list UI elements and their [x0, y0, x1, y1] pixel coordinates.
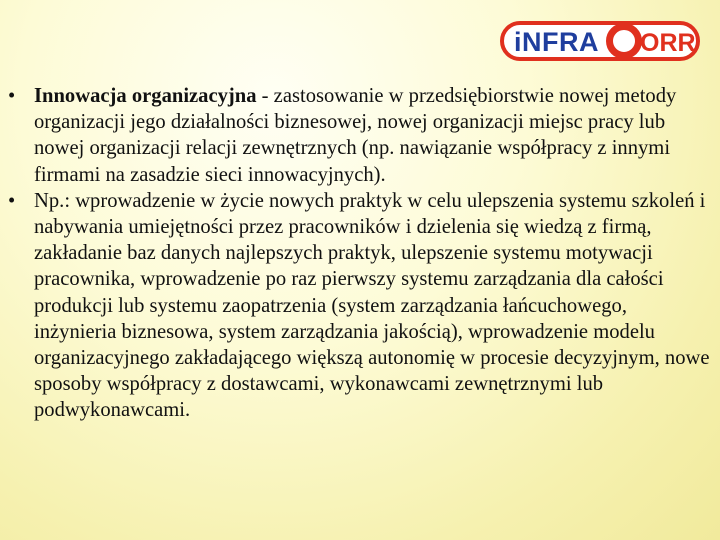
- bullet-marker: •: [8, 189, 16, 212]
- bullet-text: - zastosowanie w przedsiębiorstwie nowej metody organizacji jego działalności biznesowej, nowej organizacji miejsc pracy lub nowej organizacji relacji zewnętrznych (np. nawiązanie współpracy z innymi firmami na zasadzie sieci innowacyjnych).: [34, 85, 677, 186]
- bullet-bold-lead: Innowacja organizacyjna: [34, 85, 257, 107]
- logo-text-right: ORR: [640, 29, 696, 57]
- infracorr-logo: [500, 20, 700, 62]
- logo-ring-center: [616, 33, 632, 49]
- bullet-marker: •: [8, 85, 16, 107]
- infracorr-logo-graphic: [500, 20, 700, 62]
- bullet-text: Np.: wprowadzenie w życie nowych praktyk w celu ulepszenia systemu szkoleń i nabywania umiejętności przez pracowników i dzielenia się wiedzą z firmą, zakładanie baz danych najlepszych praktyk, ulepszenie systemu motywacji pracownika, wprowadzenie po raz pierwszy systemu zarządzania dla całości produkcji lub systemu zaopatrzenia (system zarządzania łańcuchowego, inżynieria biznesowa, system zarządzania jakością), wprowadzenie modelu organizacyjnego zakładającego większą autonomię w procesie decyzyjnym, nowe sposoby współpracy z dostawcami, wykonawcami zewnętrznymi lub podwykonawcami.: [34, 189, 710, 422]
- logo-text-left: iNFRA: [514, 27, 599, 57]
- bullet-item-organizational-innovation: [8, 83, 714, 188]
- bullet-item-examples: [8, 188, 714, 424]
- slide-content: [8, 83, 714, 424]
